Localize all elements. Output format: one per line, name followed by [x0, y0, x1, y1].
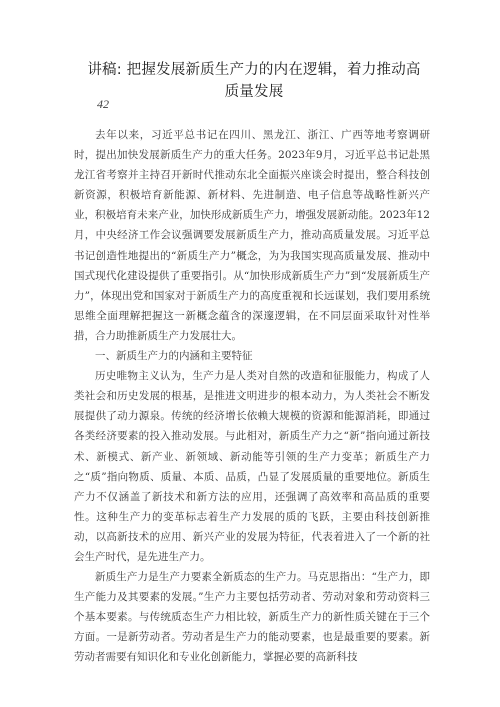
section-heading: 一、新质生产力的内涵和主要特征 — [95, 350, 253, 363]
document-title: 讲稿: 把握发展新质生产力的内在逻辑，着力推动高质量发展 — [87, 62, 421, 100]
document-body — [74, 125, 430, 668]
page-number: 42 — [97, 97, 109, 111]
paragraph-productivity-theory: 历史唯物主义认为，生产力是人类对自然的改造和征服能力，构成了人类社会和历史发展的根基，是推进文明进步的根本动力，为人类社会不断发展提供了动力源泉。传统的经济增长依赖大规模的资源和能源消耗，即通过各类经济要素的投入推动发展。与此相对，新质生产力之“新”指向通过新技术、新模式、新产业、新领域、新动能等引领的生产力变革；新质生产力之“质”指向物质、质量、本质、品质，凸显了发展质量的重要地位。新质生产力不仅涵盖了新技术和新方法的应用，还强调了高效率和高品质的重要性。这种生产力的变革标志着生产力发展的质的飞跃，主要由科技创新推动，以高新技术的应用、新兴产业的发展为特征，代表着进入了一个新的社会生产时代，是先进生产力。 — [74, 370, 430, 563]
paragraph-intro: 去年以来，习近平总书记在四川、黑龙江、浙江、广西等地考察调研时，提出加快发展新质生产力的重大任务。2023年9月，习近平总书记赴黑龙江省考察并主持召开新时代推动东北全面振兴座谈会时提出，整合科技创新资源，积极培育新能源、新材料、先进制造、电子信息等战略性新兴产业，积极培育未来产业，加快形成新质生产力，增强发展新动能。2023年12月，中央经济工作会议强调要发展新质生产力，推动高质量发展。习近平总书记创造性地提出的“新质生产力”概念，为为我国实现高质量发展、推动中国式现代化建设提供了重要指引。从“加快形成新质生产力”到“发展新质生产力”，体现出党和国家对于新质生产力的高度重视和长远谋划，我们要用系统思维全面理解把握这一新概念蕴含的深邃逻辑，在不同层面采取针对性举措，合力助推新质生产力发展壮大。 — [74, 129, 430, 342]
paragraph-productivity-elements: 新质生产力是生产力要素全新质态的生产力。马克思指出：“生产力，即生产能力及其要素的发展。”生产力主要包括劳动者、劳动对象和劳动资料三个基本要素。与传统质态生产力相比较，新质生产力的新性质关键在于三个方面。一是新劳动者。劳动者是生产力的能动要素，也是最重要的要素。新劳动者需要有知识化和专业化创新能力，掌握必要的高新科技 — [74, 571, 430, 664]
